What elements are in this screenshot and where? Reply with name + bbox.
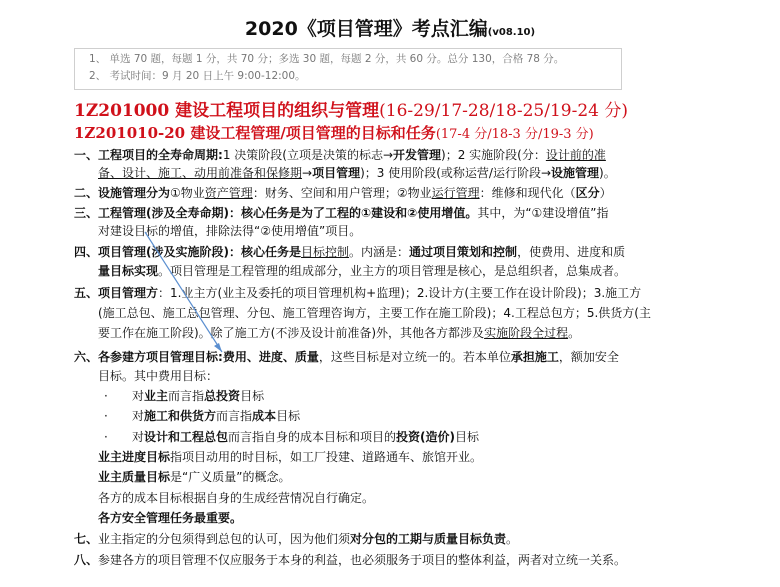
item-number: 七、 xyxy=(74,532,99,546)
item-2-underline: 运行管理 xyxy=(431,186,480,200)
item-4-bold: (涉及实施阶段)：核心任务是 xyxy=(146,245,302,259)
item-1-text: )；3 使用阶段(或称运营/运行阶段→ xyxy=(360,166,552,180)
exam-note-line: 1、 单选 70 题，每题 1 分，共 70 分；多选 30 题，每题 2 分，共 60 分。总分 130，合格 78 分。 xyxy=(89,53,565,65)
bullet-text: 目标 xyxy=(276,409,301,423)
item-number: 四、 xyxy=(74,245,99,259)
item-7-text: 。 xyxy=(506,532,519,546)
item-2-text: ：维修和现代化（ xyxy=(479,186,576,200)
paragraph-bold: 业主进度目标 xyxy=(98,450,171,464)
item-number: 一、 xyxy=(74,148,99,162)
bullet-text: 而言指 xyxy=(168,389,205,403)
version-label: (v08.10) xyxy=(487,27,536,38)
item-1-bold: 开发管理 xyxy=(393,148,442,162)
bullet-text: 对 xyxy=(132,409,145,423)
bullet-bold: 投资(造价) xyxy=(396,430,456,444)
item-1-underline: 备、设计、施工、动用前准备和保修期 xyxy=(98,166,303,180)
item-4-text: 。项目管理是工程管理的组成部分，业主方的项目管理是核心，是总组织者，总集成者。 xyxy=(158,264,627,278)
bullet-bold: 施工和供货方 xyxy=(144,409,217,423)
item-number: 六、 xyxy=(74,350,99,364)
bullet-text: 目标 xyxy=(455,430,480,444)
exam-note-line: 2、 考试时间：9 月 20 日上午 9:00-12:00。 xyxy=(89,70,306,82)
item-5-text: ：1.业主方(业主及委托的项目管理机构+监理)；2.设计方(主要工作在设计阶段)；3.施工方 xyxy=(158,286,642,300)
bullet-bold: 设计和工程总包 xyxy=(144,430,229,444)
item-4-text: ，使费用、进度和质 xyxy=(517,245,626,259)
chapter-code: 1Z201000 建设工程项目的组织与管理 xyxy=(74,101,380,121)
paragraph-text: 指项目动用的时目标，如工厂投建、道路通车、旅馆开业。 xyxy=(170,450,483,464)
item-4-bold: 通过项目策划和控制 xyxy=(409,245,518,259)
item-4-term: 项目管理 xyxy=(98,245,147,259)
paragraph-bold: 业主质量目标 xyxy=(98,470,171,484)
item-6-term: 各参建方项目管理目标:费用、进度、质量 xyxy=(98,350,319,364)
item-1-underline: 设计前的准 xyxy=(545,148,606,162)
bullet-bold: 总投资 xyxy=(204,389,241,403)
item-1-term: 工程项目的全寿命周期: xyxy=(98,148,223,162)
item-number: 八、 xyxy=(74,553,99,567)
item-1-text: → xyxy=(302,166,313,180)
item-2-underline: 资产管理 xyxy=(204,186,253,200)
bullet-dot: · xyxy=(104,389,108,403)
bullet-dot: · xyxy=(104,430,108,444)
bullet-text: 对 xyxy=(132,389,145,403)
item-number: 二、 xyxy=(74,186,99,200)
item-2-text: ） xyxy=(599,186,612,200)
item-2-text: ：财务、空间和用户管理；②物业 xyxy=(252,186,432,200)
item-5-text: 。 xyxy=(568,326,581,340)
bullet-text: 而言指 xyxy=(216,409,253,423)
item-8-text: 参建各方的项目管理不仅应服务于本身的利益，也必须服务于项目的整体利益，两者对立统一关系。 xyxy=(98,553,627,567)
bullet-dot: · xyxy=(104,409,108,423)
item-4-bold: 量目标实现 xyxy=(98,264,159,278)
item-3-bold: (涉及全寿命期)：核心任务是为了工程的①建设和②使用增值。 xyxy=(146,206,478,220)
item-4-text: 。内涵是： xyxy=(349,245,410,259)
bullet-text: 对 xyxy=(132,430,145,444)
item-7-bold: 对分包的工期与质量目标负责 xyxy=(350,532,507,546)
bullet-bold: 业主 xyxy=(144,389,169,403)
item-7-text: 业主指定的分包须得到总包的认可，因为他们须 xyxy=(98,532,351,546)
bullet-text: 目标 xyxy=(240,389,265,403)
item-6-bold: 承担施工 xyxy=(510,350,559,364)
item-2-text: ①物业 xyxy=(170,186,205,200)
item-number: 三、 xyxy=(74,206,99,220)
item-6-text: ，额加安全 xyxy=(558,350,619,364)
chapter-score: (16-29/17-28/18-25/19-24 分) xyxy=(379,101,629,121)
section-code: 1Z201010-20 建设工程管理/项目管理的目标和任务 xyxy=(74,124,436,142)
bullet-text: 而言指自身的成本目标和项目的 xyxy=(228,430,397,444)
item-1-bold: 项目管理 xyxy=(312,166,361,180)
item-5-term: 项目管理方 xyxy=(98,286,159,300)
item-5-underline: 实施阶段全过程 xyxy=(484,326,569,340)
item-6-text: 目标。其中费用目标： xyxy=(98,369,219,383)
item-4-underline: 目标控制 xyxy=(301,245,350,259)
item-6-text: ，这些目标是对立统一的。若本单位 xyxy=(318,350,511,364)
item-3-text: 其中，为“①建设增值”指 xyxy=(477,206,609,220)
paragraph-text: 各方的成本目标根据自身的生成经营情况自行确定。 xyxy=(98,491,375,505)
item-2-term: 设施管理分为 xyxy=(98,186,171,200)
item-1-text: 1 决策阶段(立项是决策的标志→ xyxy=(222,148,394,162)
item-number: 五、 xyxy=(74,286,99,300)
title-text: 2020《项目管理》考点汇编 xyxy=(244,18,488,40)
item-2-bold: 区分 xyxy=(575,186,600,200)
item-5-text: 要工作在施工阶段)。除了施工方(不涉及设计前准备)外，其他各方都涉及 xyxy=(98,326,485,340)
item-3-text: 对建设目标的增值，排除法得“②使用增值”项目。 xyxy=(98,224,362,238)
item-1-bold: 设施管理 xyxy=(551,166,600,180)
item-5-text: (施工总包、施工总包管理、分包、施工管理咨询方，主要工作在施工阶段)；4.工程总包方；5.供货方(主 xyxy=(98,306,651,320)
item-1-text: )。 xyxy=(599,166,616,180)
item-3-term: 工程管理 xyxy=(98,206,147,220)
bullet-bold: 成本 xyxy=(252,409,277,423)
paragraph-bold: 各方安全管理任务最重要。 xyxy=(98,511,243,525)
paragraph-text: 是“广义质量”的概念。 xyxy=(170,470,291,484)
section-score: (17-4 分/18-3 分/19-3 分) xyxy=(435,127,594,142)
item-1-text: )；2 实施阶段(分： xyxy=(441,148,546,162)
